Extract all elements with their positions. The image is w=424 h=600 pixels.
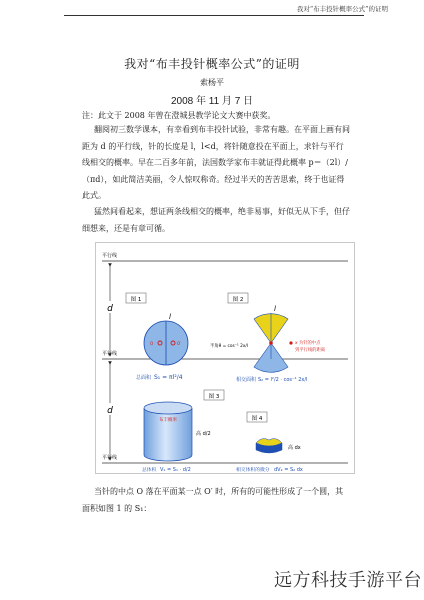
watermark: 远方科技手游平台	[274, 570, 422, 591]
paragraph-approach: 猛然间看起来，想证两条线相交的概率，绝非易事，好似无从下手，但仔细想来，还是有章可循。	[82, 207, 350, 233]
fig2-area-label: 相交面积	[236, 377, 257, 383]
fig1-o-label: O	[150, 341, 154, 346]
fig3-label: 图 3	[208, 394, 220, 400]
fig3-height: 高 d/2	[196, 431, 211, 437]
fig1-area-label: 总面积	[136, 375, 152, 381]
fig2-center-dot	[269, 341, 273, 345]
fig2-label: 图 2	[232, 297, 244, 303]
fig2-legend-distance: 到平行线的距离	[295, 348, 326, 353]
fig1-l-label: l	[169, 313, 171, 321]
fig4-volume-label: 相交体积的微分	[236, 468, 270, 473]
fig3-cylinder-top	[144, 402, 192, 414]
parallel-line-label-middle: 平行线	[102, 351, 118, 357]
paper-title: 我对“布丰投针概率公式”的证明	[124, 57, 300, 71]
fig2-legend-dot	[289, 341, 292, 344]
fig1-label: 图 1	[130, 297, 142, 303]
figure-panel	[95, 242, 355, 474]
parallel-line-label-bottom: 平行线	[102, 455, 118, 461]
paragraph-intro: 翻阅初三数学课本，有幸看到布丰投针试验，非常有趣。在平面上画有间距为 d 的平行线，针的长度是 l，l<d，将针随意投在平面上，求针与平行线相交的概率。早在二百多年前，法国数学家布丰就证得此概率 p＝（2l）/（πd），如此简洁美丽，令人惊叹称奇。经过半天的苦苦思索，终于也证得此式。	[82, 125, 350, 200]
fig3-cylinder-body	[144, 408, 192, 461]
award-note: 注：此文于 2008 年曾在澄城县教学论文大赛中获奖。	[82, 111, 276, 120]
fig2-area-formula: S₂ = l²/2 · cos⁻¹ 2x/l	[258, 377, 308, 383]
fig4-volume-formula: dV₂ = S₂ dx	[274, 467, 303, 473]
header-rule	[64, 15, 364, 16]
distance-label-upper: d	[107, 304, 113, 314]
fig1-area-formula: S₁ = πl²/4	[154, 374, 183, 381]
parallel-line-label-top: 平行线	[102, 253, 118, 259]
fig2-l-label: l	[274, 305, 276, 313]
fig4-label: 图 4	[251, 416, 263, 422]
fig4-height: 高 dx	[288, 445, 301, 451]
fig3-volume-label: 总体积	[142, 468, 157, 473]
fig3-cylinder-caption: 布丰概率	[159, 418, 177, 423]
author: 索杨平	[200, 78, 224, 87]
fig2-half-angle: 半角θ = cos⁻¹ 2x/l	[210, 344, 249, 349]
date: 2008 年 11 月 7 日	[170, 96, 254, 107]
running-header: 我对“布丰投针概率公式”的证明	[296, 5, 388, 13]
distance-label-lower: d	[107, 406, 113, 416]
fig1-o-prime-label: O′	[177, 341, 182, 346]
fig3-volume-formula: V₁ = S₁ · d/2	[160, 467, 191, 473]
fig2-legend-x: x 为针的中点	[295, 341, 321, 346]
figure-diagram	[96, 243, 354, 473]
paragraph-figure1-intro: 当针的中点 O 落在平面某一点 O′ 时，所有的可能性形成了一个圆，其面积如图 1 的 S₁：	[82, 487, 344, 513]
